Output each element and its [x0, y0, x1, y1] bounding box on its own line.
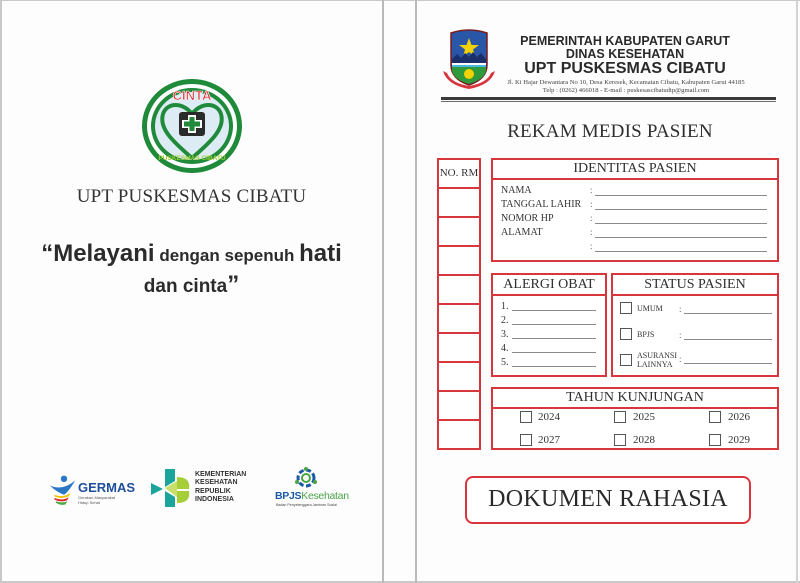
no-rm-cell[interactable]	[439, 276, 479, 305]
bpjs-name	[275, 490, 349, 502]
no-rm-cell[interactable]	[439, 218, 479, 247]
bpjs-subtitle: Badan Penyelenggara Jaminan Sosial	[276, 503, 337, 507]
cinta-puskesmas-logo-icon	[141, 78, 243, 174]
year-2028-checkbox[interactable]	[614, 434, 626, 446]
motto-word-hati: hati	[299, 240, 342, 267]
alergi-input-line[interactable]	[512, 366, 596, 367]
kemenkes-line-1: KEMENTERIAN	[195, 471, 247, 478]
field-colon: :	[590, 185, 593, 195]
no-rm-column	[437, 158, 481, 450]
alergi-input-line[interactable]	[512, 310, 596, 311]
no-rm-label: NO. RM	[439, 167, 479, 179]
alergi-item-number: 5.	[501, 357, 509, 368]
status-bpjs-label: BPJS	[637, 330, 655, 339]
field-colon: :	[590, 241, 593, 251]
year-2026-checkbox[interactable]	[709, 411, 721, 423]
open-quote: “	[41, 240, 54, 267]
alergi-input-line[interactable]	[512, 338, 596, 339]
motto-line-2	[0, 271, 383, 302]
status-pasien-box	[611, 273, 779, 377]
year-2026-label: 2026	[728, 411, 750, 423]
no-rm-cell[interactable]	[439, 392, 479, 421]
letterhead-rule-thin	[441, 101, 776, 102]
status-bpjs-checkbox[interactable]	[620, 328, 632, 340]
status-umum-label: UMUM	[637, 304, 663, 313]
confidential-stamp: DOKUMEN RAHASIA	[465, 476, 751, 524]
field-label-nama: NAMA	[501, 185, 532, 196]
alergi-input-line[interactable]	[512, 352, 596, 353]
field-colon: :	[590, 213, 593, 223]
status-bpjs-input-line[interactable]	[684, 339, 772, 340]
field-label-alamat: ALAMAT	[501, 227, 543, 238]
motto-dan-cinta: dan cinta	[143, 276, 228, 297]
field-label-tanggal-lahir: TANGGAL LAHIR	[501, 199, 582, 210]
letterhead-institution: UPT PUSKESMAS CIBATU	[524, 60, 726, 77]
year-2025-label: 2025	[633, 411, 655, 423]
no-rm-cell[interactable]	[439, 363, 479, 392]
status-umum-checkbox[interactable]	[620, 302, 632, 314]
alamat-input-line-1[interactable]	[595, 237, 767, 238]
close-quote: ”	[227, 271, 240, 298]
identitas-pasien-box	[491, 158, 779, 262]
germas-subtitle: Gerakan Masyarakat Hidup Sehat	[78, 495, 116, 505]
alergi-obat-box	[491, 273, 607, 377]
fold-line-right	[415, 0, 417, 583]
motto-word-melayani: Melayani	[53, 240, 155, 267]
motto-line-1	[0, 240, 383, 271]
no-rm-cell[interactable]	[439, 421, 479, 448]
year-2028-label: 2028	[633, 434, 655, 446]
year-2024-label: 2024	[538, 411, 560, 423]
kemenkes-text	[195, 471, 246, 504]
letterhead-contact: Telp : (0262) 466018 - E-mail : puskesascibatudtp@gmail.com	[542, 87, 710, 94]
kabupaten-garut-emblem-icon	[441, 29, 497, 91]
alergi-input-line[interactable]	[512, 324, 596, 325]
tahun-kunjungan-box	[491, 387, 779, 450]
svg-text:CINTA: CINTA	[172, 88, 212, 103]
kemenkes-line-2: KESEHATAN	[195, 479, 238, 487]
field-colon: :	[679, 354, 682, 364]
status-asuransi-input-line[interactable]	[684, 363, 772, 364]
year-2029-checkbox[interactable]	[709, 434, 721, 446]
status-umum-input-line[interactable]	[684, 313, 772, 314]
bpjs-name-part2: Kesehatan	[301, 490, 349, 502]
tanggal-lahir-input-line[interactable]	[595, 209, 767, 210]
field-colon: :	[590, 227, 593, 237]
asuransi-label-line-2: LAINNYA	[637, 359, 673, 369]
year-2024-checkbox[interactable]	[520, 411, 532, 423]
year-2025-checkbox[interactable]	[614, 411, 626, 423]
nomor-hp-input-line[interactable]	[595, 223, 767, 224]
germas-name: GERMAS	[78, 480, 136, 495]
identitas-pasien-title: IDENTITAS PASIEN	[493, 160, 777, 180]
letterhead-rule-thick	[441, 97, 776, 100]
status-asuransi-checkbox[interactable]	[620, 354, 632, 366]
alergi-item-number: 1.	[501, 301, 509, 312]
no-rm-header	[439, 160, 479, 189]
svg-text:PUSKESMAS CIBATU: PUSKESMAS CIBATU	[158, 155, 226, 162]
letterhead-address-block	[496, 79, 756, 95]
field-colon: :	[590, 199, 593, 209]
letterhead-address: Jl. Ki Hajar Dewantara No 10, Desa Keresek, Kecamatan Cibatu, Kabupaten Garut 44185	[507, 79, 745, 86]
bpjs-logo-icon	[293, 466, 319, 490]
no-rm-cell[interactable]	[439, 247, 479, 276]
nama-input-line[interactable]	[595, 195, 767, 196]
field-label-nomor-hp: NOMOR HP	[501, 213, 554, 224]
alergi-item-number: 4.	[501, 343, 509, 354]
alergi-item-number: 3.	[501, 329, 509, 340]
page-edge	[796, 0, 798, 583]
year-2029-label: 2029	[728, 434, 750, 446]
letterhead-government: PEMERINTAH KABUPATEN GARUT	[520, 34, 730, 48]
kemenkes-logo-icon	[151, 467, 191, 509]
alergi-obat-title: ALERGI OBAT	[493, 275, 605, 296]
no-rm-cell[interactable]	[439, 305, 479, 334]
status-pasien-title: STATUS PASIEN	[613, 275, 777, 296]
status-asuransi-label	[637, 352, 677, 369]
left-page-title: UPT PUSKESMAS CIBATU	[76, 186, 307, 207]
asuransi-label-line-1: ASURANSI	[637, 351, 678, 360]
alamat-input-line-2[interactable]	[595, 251, 767, 252]
letterhead-department: DINAS KESEHATAN	[565, 47, 685, 61]
field-colon: :	[679, 304, 682, 314]
motto-middle: dengan sepenuh	[154, 246, 300, 265]
year-2027-checkbox[interactable]	[520, 434, 532, 446]
motto-text	[0, 240, 383, 302]
kemenkes-line-3: REPUBLIK	[195, 487, 231, 495]
document-title: REKAM MEDIS PASIEN	[507, 121, 713, 142]
alergi-item-number: 2.	[501, 315, 509, 326]
no-rm-cell[interactable]	[439, 334, 479, 363]
bpjs-name-part1: BPJS	[275, 490, 302, 502]
no-rm-cell[interactable]	[439, 189, 479, 218]
tahun-kunjungan-title: TAHUN KUNJUNGAN	[493, 389, 777, 409]
field-colon: :	[679, 330, 682, 340]
kemenkes-line-4: INDONESIA	[195, 495, 234, 503]
year-2027-label: 2027	[538, 434, 560, 446]
